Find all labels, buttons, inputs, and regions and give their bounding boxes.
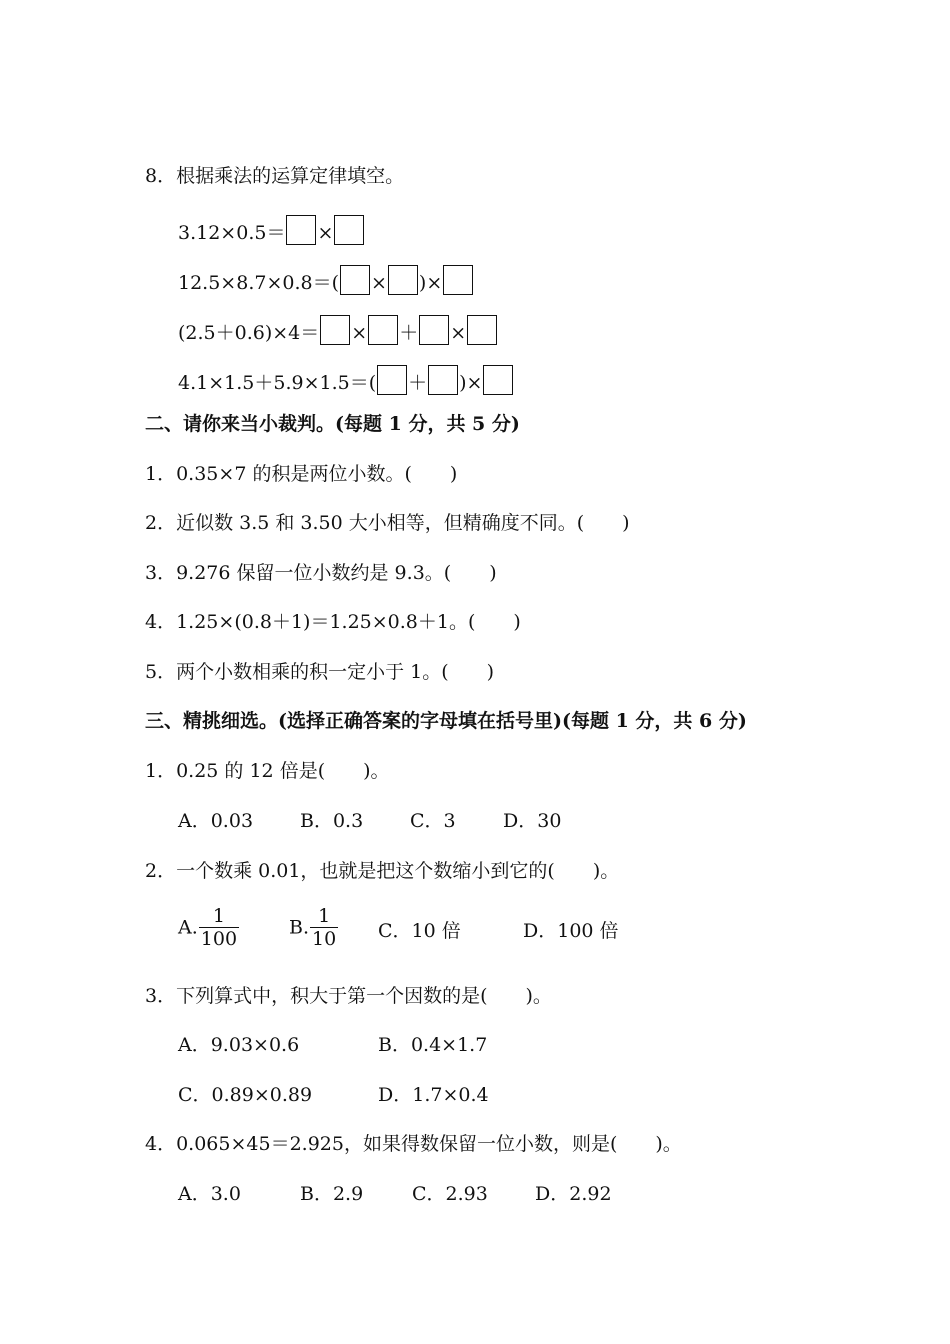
q8-line-3-text-d: × [450,322,467,344]
choice-q3-option-a[interactable]: A．9.03×0.6 [178,1034,300,1056]
fraction-denominator: 100 [200,928,238,950]
choice-q1-option-b[interactable]: B．0.3 [300,810,364,832]
choice-q2-option-c[interactable]: C．10 倍 [378,920,461,942]
choice-q4-option-c[interactable]: C．2.93 [412,1183,488,1205]
q8-line-4-text-a: 4.1×1.5＋5.9×1.5＝( [178,372,377,394]
q8-line-4-text-b: ＋ [408,372,428,394]
answer-box[interactable] [286,215,316,245]
section-3-heading: 三、精挑细选。(选择正确答案的字母填在括号里)(每题 1 分，共 6 分) [145,710,747,732]
section-2-heading: 二、请你来当小裁判。(每题 1 分，共 5 分) [145,413,520,435]
fraction-numerator: 1 [199,905,239,928]
choice-q2-stem: 2．一个数乘 0.01，也就是把这个数缩小到它的( )。 [145,860,620,882]
fraction-one-tenth [310,905,338,950]
q8-line-3 [178,315,498,347]
answer-box[interactable] [467,315,497,345]
choice-q1-stem: 1．0.25 的 12 倍是( )。 [145,760,390,782]
option-a-label: A. [178,916,198,939]
judge-item-1[interactable]: 1．0.35×7 的积是两位小数。( ) [145,463,458,485]
fraction-denominator: 10 [312,928,337,950]
choice-q1-option-a[interactable]: A．0.03 [178,810,254,832]
judge-item-2[interactable]: 2．近似数 3.5 和 3.50 大小相等，但精确度不同。( ) [145,512,630,534]
choice-q1-option-d[interactable]: D．30 [503,810,562,832]
answer-box[interactable] [483,365,513,395]
q8-line-2-text-b: × [371,272,387,294]
choice-q4-stem: 4．0.065×45＝2.925，如果得数保留一位小数，则是( )。 [145,1133,682,1155]
q8-line-1-text-b: × [317,222,334,244]
choice-q4-option-a[interactable]: A．3.0 [178,1183,241,1205]
q8-line-2-text-a: 12.5×8.7×0.8＝( [178,272,339,294]
answer-box[interactable] [388,265,418,295]
choice-q4-option-d[interactable]: D．2.92 [535,1183,612,1205]
q8-line-2-text-c: )× [418,272,443,294]
fraction-numerator: 1 [310,905,338,928]
q8-line-3-text-c: ＋ [399,322,419,344]
answer-box[interactable] [419,315,449,345]
q8-line-3-text-a: (2.5＋0.6)×4＝ [178,322,320,344]
choice-q3-option-c[interactable]: C．0.89×0.89 [178,1084,313,1106]
q8-line-1-text-a: 3.12×0.5＝ [178,222,286,244]
answer-box[interactable] [320,315,350,345]
answer-box[interactable] [340,265,370,295]
judge-item-3[interactable]: 3．9.276 保留一位小数约是 9.3。( ) [145,562,497,584]
answer-box[interactable] [443,265,473,295]
answer-box[interactable] [368,315,398,345]
choice-q3-stem: 3．下列算式中，积大于第一个因数的是( )。 [145,985,552,1007]
answer-box[interactable] [334,215,364,245]
answer-box[interactable] [377,365,407,395]
choice-q2-option-b[interactable] [289,905,338,950]
judge-item-5[interactable]: 5．两个小数相乘的积一定小于 1。( ) [145,661,495,683]
q8-line-1 [178,215,365,247]
q8-line-2 [178,265,474,297]
option-b-label: B. [289,916,310,939]
q8-line-3-text-b: × [351,322,368,344]
choice-q1-option-c[interactable]: C．3 [410,810,456,832]
question-8-title: 8．根据乘法的运算定律填空。 [145,165,405,187]
fraction-one-hundredth [199,905,239,950]
choice-q3-option-d[interactable]: D．1.7×0.4 [378,1084,489,1106]
q8-line-4 [178,365,514,397]
choice-q2-option-d[interactable]: D．100 倍 [523,920,619,942]
q8-line-4-text-c: )× [459,372,483,394]
answer-box[interactable] [428,365,458,395]
judge-item-4[interactable]: 4．1.25×(0.8＋1)＝1.25×0.8＋1。( ) [145,611,521,633]
choice-q3-option-b[interactable]: B．0.4×1.7 [378,1034,488,1056]
choice-q2-option-a[interactable] [178,905,239,950]
choice-q4-option-b[interactable]: B．2.9 [300,1183,364,1205]
